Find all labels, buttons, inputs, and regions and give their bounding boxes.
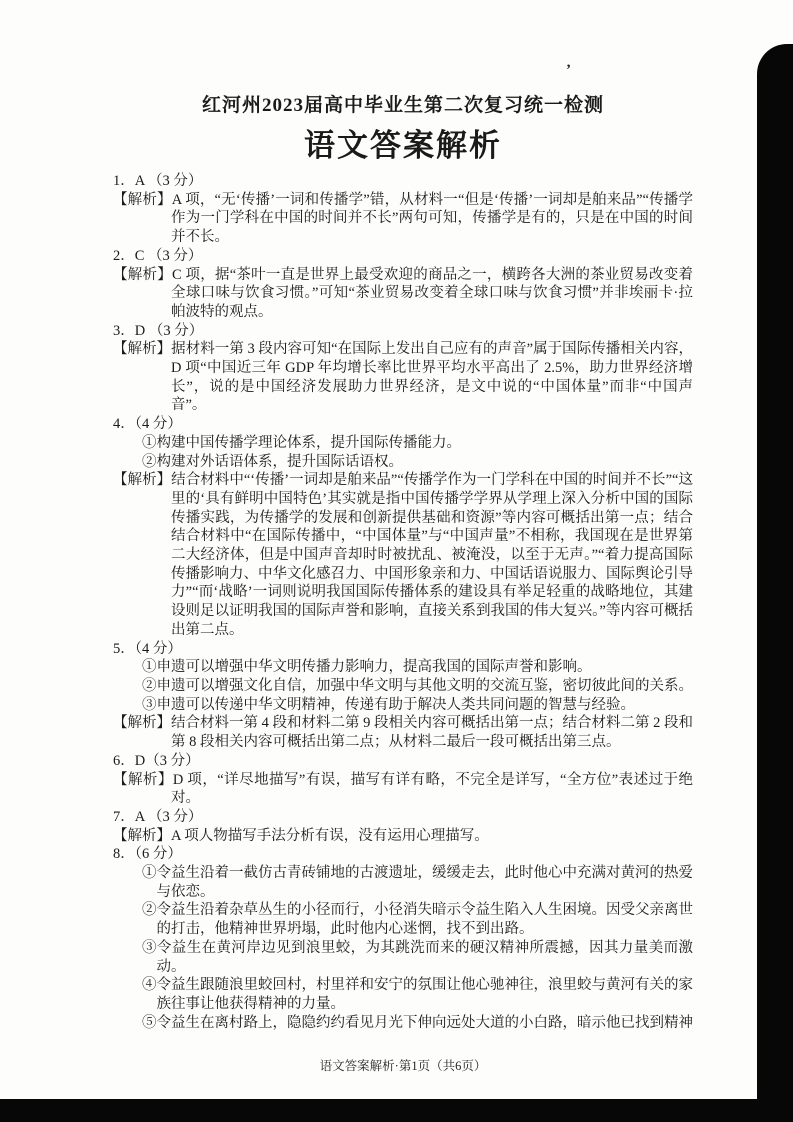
answer-point: ③令益生在黄河岸边见到浪里蛟，为其跳洗而来的硬汉精神所震撼，因其力量美而激动。	[142, 939, 693, 975]
answer-point: ②申遗可以增强文化自信，加强中华文明与其他文明的交流互鉴，密切彼此间的关系。	[142, 677, 693, 694]
answer-item	[113, 640, 693, 752]
page-title: 语文答案解析	[304, 128, 502, 163]
analysis-paragraph: 【解析】据材料一第 3 段内容可知“在国际上发出自己应有的声音”属于国际传播相关内容，D 项“中国近三年 GDP 年均增长率比世界平均水平高出了 2.5%，助力世界经济增长”，说的是中国经济发展助力世界经济，是文中说的“中国体量”而非“中国声音”。	[113, 341, 693, 414]
answer-point: ②令益生沿着杂草丛生的小径而行，小径消失暗示令益生陷入人生困境。因受父亲离世的打击，他精神世界坍塌，此时他内心迷惘，找不到出路。	[142, 902, 693, 938]
answer-point: ④令益生跟随浪里蛟回村，村里祥和安宁的氛围让他心驰神往，浪里蛟与黄河有关的家族往事让他获得精神的力量。	[142, 977, 693, 1012]
answer-point: ②构建对外话语体系，提升国际话语权。	[142, 453, 403, 470]
analysis-paragraph: 【解析】结合材料中“‘传播’一词却是舶来品”“传播学作为一门学科在中国的时间并不长”“这里的‘具有鲜明中国特色’其实就是指中国传播学学界从学理上深入分析中国的国际传播实践，为传播学的发展和创新提供基础和资源”等内容可概括出第一点；结合结合材料中“在国际传播中，“中国体量”与“中国声量”不相称，我国现在是世界第二大经济体，但是中国声音却时时被扰乱、被淹没，以至于无声。”“着力提高国际传播影响力、中华文化感召力、中国形象亲和力、中国话语说服力、国际舆论引导力”“而‘战略’一词则说明我国国际传播体系的建设具有举足轻重的战略地位，其建设则足以证明我国的国际声誉和影响，直接关系到我国的伟大复兴。”等内容可概括出第二点。	[113, 472, 693, 638]
answer-line: 7．A （3 分）	[113, 808, 203, 825]
answer-items	[113, 172, 693, 1032]
answer-line: 6．D（3 分）	[113, 752, 200, 769]
answer-item	[113, 322, 693, 416]
answer-item	[113, 752, 693, 808]
analysis-paragraph: 【解析】C 项，据“茶叶一直是世界上最受欢迎的商品之一，横跨各大洲的茶业贸易改变着全球口味与饮食习惯。”可知“茶业贸易改变着全球口味与饮食习惯”并非埃丽卡·拉帕波特的观点。	[113, 266, 693, 320]
answer-line: 1．A （3 分）	[113, 173, 203, 189]
answer-item	[113, 172, 693, 247]
page-footer: 语文答案解析·第1页（共6页）	[319, 1059, 487, 1073]
answer-line: 2．C （3 分）	[113, 247, 203, 264]
answer-point: ③申遗可以传递中华文明精神，传递有助于解决人类共同问题的智慧与经验。	[142, 696, 635, 713]
analysis-paragraph: 【解析】D 项，“详尽地描写”有误，描写有详有略，不完全是详写，“全方位”表述过于绝对。	[113, 771, 693, 807]
answer-line: 4．（4 分）	[113, 416, 182, 433]
analysis-paragraph: 【解析】结合材料一第 4 段和材料二第 9 段相关内容可概括出第一点；结合材料二第 2 段和第 8 段相关内容可概括出第二点；从材料二最后一段可概括出第三点。	[113, 715, 693, 751]
answer-item	[113, 845, 693, 1032]
answer-point: ①令益生沿着一截仿古青砖铺地的古渡遗址，缓缓走去，此时他心中充满对黄河的热爱与依恋。	[142, 865, 693, 900]
exam-title: 红河州2023届高中毕业生第二次复习统一检测	[201, 95, 604, 116]
answer-line: 8．（6 分）	[113, 846, 182, 863]
answer-item	[113, 415, 693, 639]
answer-point: ①构建中国传播学理论体系，提升国际传播能力。	[142, 434, 461, 451]
answer-line: 5．（4 分）	[113, 640, 182, 657]
document-content	[113, 90, 693, 1032]
answer-point: ⑤令益生在离村路上，隐隐约约看见月光下伸向远处大道的小白路，暗示他已找到精神	[142, 1014, 693, 1031]
answer-line: 3．D （3 分）	[113, 322, 204, 339]
scan-black-edge-bottom	[0, 1099, 793, 1122]
scan-stray-mark: ’	[566, 62, 571, 78]
analysis-paragraph: 【解析】A 项人物描写手法分析有误，没有运用心理描写。	[113, 827, 489, 844]
analysis-paragraph: 【解析】A 项，“无‘传播’一词和传播学”错，从材料一“但是‘传播’一词却是舶来品”“传播学作为一门学科在中国的时间并不长”两句可知，传播学是有的，只是在中国的时间并不长。	[113, 191, 693, 246]
answer-item	[113, 808, 693, 845]
answer-point: ①申遗可以增强中华文明传播力影响力，提高我国的国际声誉和影响。	[142, 659, 592, 676]
scan-black-edge-right	[757, 44, 793, 1122]
answer-item	[113, 247, 693, 322]
